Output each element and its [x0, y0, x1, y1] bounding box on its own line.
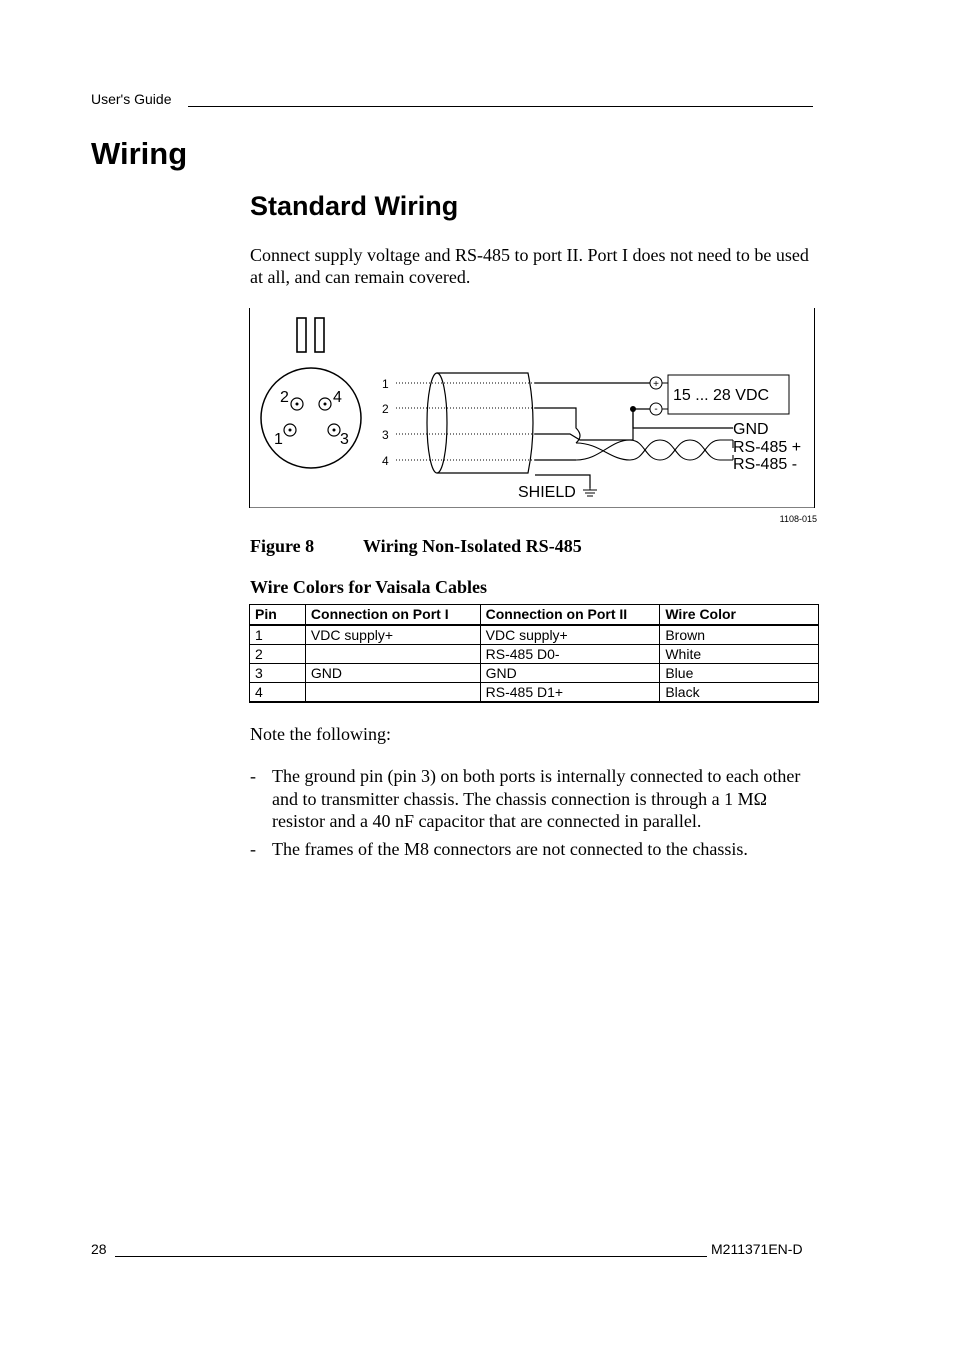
column-header-color: Wire Color [660, 605, 819, 626]
cell-port1 [305, 683, 480, 703]
ground-icon [583, 488, 597, 496]
wire-number: 2 [382, 402, 389, 416]
pin-label: 1 [274, 431, 283, 448]
minus-symbol: - [654, 404, 658, 415]
cell-color: Blue [660, 664, 819, 683]
cell-port2: RS-485 D1+ [480, 683, 660, 703]
footer-page-number: 28 [91, 1241, 107, 1257]
footer-rule [115, 1256, 707, 1257]
table-row [250, 683, 819, 703]
cable-leads [396, 383, 535, 460]
cell-color: Brown [660, 625, 819, 645]
cell-port1: VDC supply+ [305, 625, 480, 645]
note-item [250, 838, 820, 861]
bullet-dash: - [250, 839, 256, 859]
cell-pin: 1 [250, 625, 306, 645]
wire-number: 3 [382, 428, 389, 442]
note-text: The frames of the M8 connectors are not connected to the chassis. [272, 839, 748, 859]
table-title: Wire Colors for Vaisala Cables [250, 577, 488, 597]
figure-caption-title: Wiring Non-Isolated RS-485 [363, 536, 582, 556]
table-row [250, 664, 819, 683]
cable-icon [427, 373, 533, 473]
cell-color: Black [660, 683, 819, 703]
wire-number: 4 [382, 454, 389, 468]
footer-doc-code: M211371EN-D [711, 1241, 803, 1257]
gnd-label: GND [733, 421, 769, 438]
figure-caption-number: Figure 8 [250, 536, 315, 556]
header-guide-label: User's Guide [91, 91, 172, 107]
cell-color: White [660, 645, 819, 664]
note-item [250, 765, 820, 833]
cell-pin: 2 [250, 645, 306, 664]
connector-icon [261, 368, 361, 468]
cell-port2: VDC supply+ [480, 625, 660, 645]
plus-symbol: + [653, 379, 659, 390]
cell-port2: GND [480, 664, 660, 683]
wire-colors-table [249, 604, 819, 703]
port-symbol-icon [297, 318, 324, 352]
pin-label: 3 [340, 431, 349, 448]
junction-dot [630, 406, 636, 412]
shield-label: SHIELD [518, 484, 576, 501]
note-text: The ground pin (pin 3) on both ports is internally connected to each other and to transmitter chassis. The chassis connection is through a 1 MΩ resistor and a 40 nF capacitor that are connected in parallel. [272, 766, 801, 831]
twisted-pair-icon [576, 440, 733, 460]
rs485-minus-label: RS-485 - [733, 456, 798, 473]
supply-label: 15 ... 28 VDC [673, 387, 770, 404]
cell-port2: RS-485 D0- [480, 645, 660, 664]
wire-number: 1 [382, 377, 389, 391]
wiring-diagram [249, 307, 815, 508]
intro-paragraph: Connect supply voltage and RS-485 to port II. Port I does not need to be used at all, and can remain covered. [250, 245, 809, 287]
notes-intro: Note the following: [250, 724, 391, 744]
cell-port1 [305, 645, 480, 664]
rs485-plus-label: RS-485 + [733, 439, 802, 456]
pin-label: 2 [280, 389, 289, 406]
table-header-row [250, 605, 819, 626]
column-header-pin: Pin [250, 605, 306, 626]
cell-pin: 3 [250, 664, 306, 683]
pin-label: 4 [333, 389, 342, 406]
cell-port1: GND [305, 664, 480, 683]
figure-code: 1108-015 [779, 514, 817, 524]
bullet-dash: - [250, 766, 256, 786]
table-row [250, 645, 819, 664]
section-title: Wiring [91, 136, 188, 171]
header-rule [188, 106, 813, 107]
column-header-port1: Connection on Port I [305, 605, 480, 626]
column-header-port2: Connection on Port II [480, 605, 660, 626]
section-subtitle: Standard Wiring [250, 191, 459, 221]
cell-pin: 4 [250, 683, 306, 703]
table-row [250, 625, 819, 645]
